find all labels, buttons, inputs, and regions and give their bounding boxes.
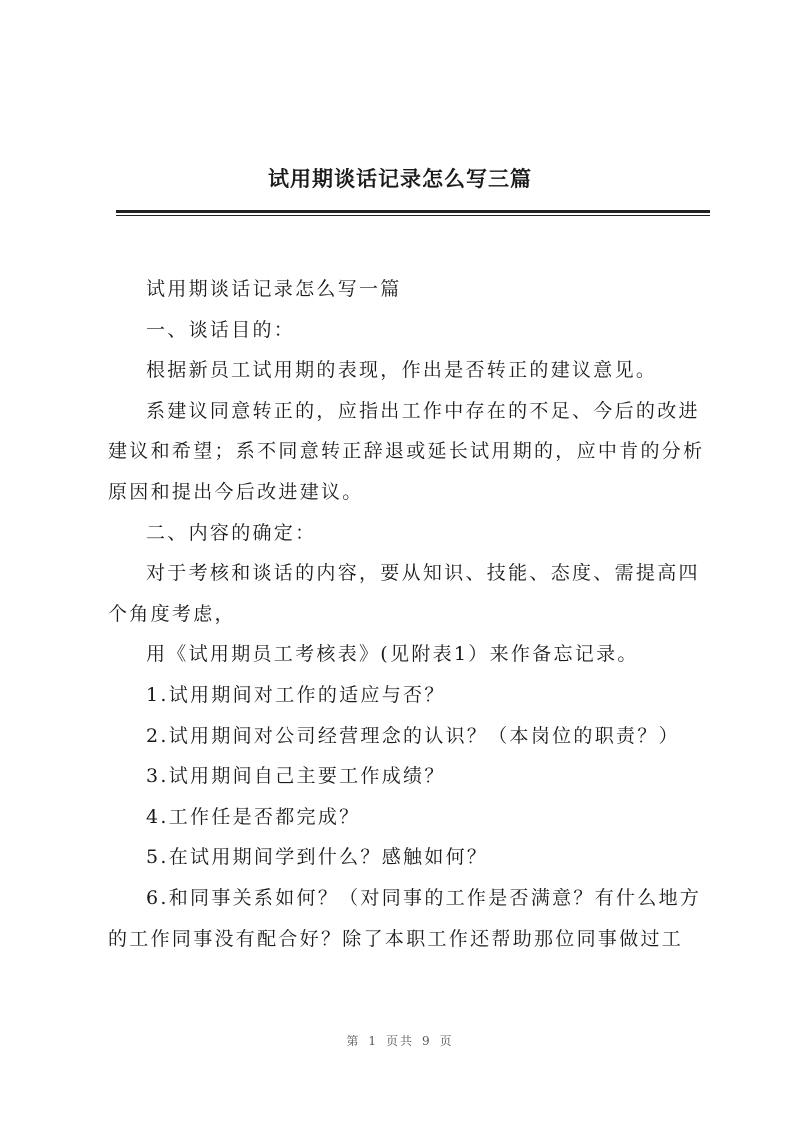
title-underline-thick [116,210,710,213]
document-title: 试用期谈话记录怎么写三篇 [268,166,532,191]
subheading-content: 二、内容的确定： [146,521,317,544]
paragraph: 对于考核和谈话的内容，要从知识、技能、态度、需提高四个角度考虑， [108,562,700,625]
subheading-purpose: 一、谈话目的： [146,318,296,341]
list-item: 5.在试用期间学到什么？感触如何？ [146,846,489,869]
footer-current-page: 1 [368,1034,378,1048]
document-body [108,269,708,959]
list-item: 6.和同事关系如何？（对同事的工作是否满意？有什么地方的工作同事没有配合好？除了本职工作还帮助那位同事做过工 [108,886,702,950]
footer-middle: 页共 [385,1034,414,1048]
footer-total-pages: 9 [422,1034,432,1048]
title-underline-thin [116,215,710,216]
list-item: 4.工作任是否都完成？ [146,805,361,828]
list-item: 1.试用期间对工作的适应与否？ [146,683,446,706]
paragraph: 用《试用期员工考核表》(见附表1）来作备忘记录。 [146,643,639,666]
paragraph: 根据新员工试用期的表现，作出是否转正的建议意见。 [146,359,658,382]
footer-prefix: 第 [346,1034,361,1048]
paragraph: 系建议同意转正的，应指出工作中存在的不足、今后的改进建议和希望；系不同意转正辞退或延长试用期的，应中肯的分析原因和提出今后改进建议。 [108,399,705,503]
footer-suffix: 页 [439,1034,454,1048]
list-item: 3.试用期间自己主要工作成绩？ [146,765,446,788]
section-heading: 试用期谈话记录怎么写一篇 [146,278,402,300]
page-footer [0,1032,800,1049]
list-item: 2.试用期间对公司经营理念的认识？（本岗位的职责？） [146,724,680,747]
